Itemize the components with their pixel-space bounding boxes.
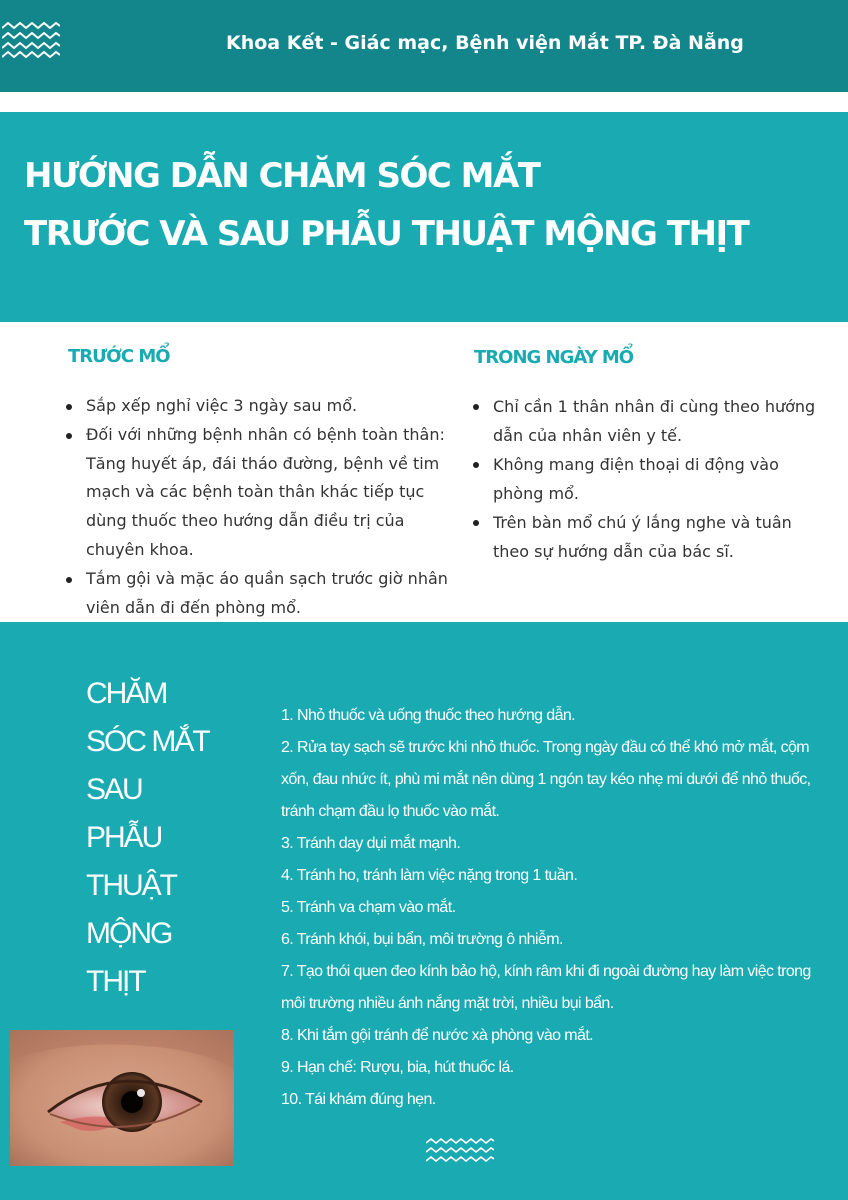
- list-item: 5. Tránh va chạm vào mắt.: [281, 899, 456, 916]
- list-item: Tắm gội và mặc áo quần sạch trước giờ nhân viên dẫn đi đến phòng mổ.: [62, 565, 448, 623]
- before-surgery-heading: TRƯỚC MỔ: [68, 346, 170, 367]
- page-title-line-2: TRƯỚC VÀ SAU PHẪU THUẬT MỘNG THỊT: [24, 214, 749, 254]
- list-item: 2. Rửa tay sạch sẽ trước khi nhỏ thuốc. Trong ngày đầu có thể khó mở mắt, cộm xốn, đau nhức ít, phù mi mắt nên dùng 1 ngón tay kéo nhẹ mi dưới để nhỏ thuốc, tránh chạm đầu lọ thuốc vào mắt.: [281, 739, 811, 820]
- list-item: Trên bàn mổ chú ý lắng nghe và tuân theo sự hướng dẫn của bác sĩ.: [469, 508, 829, 566]
- eye-photo: [10, 1030, 234, 1166]
- header-bar: [0, 0, 848, 92]
- surgery-day-heading: TRONG NGÀY MỔ: [474, 347, 634, 368]
- list-item: Sắp xếp nghỉ việc 3 ngày sau mổ.: [62, 392, 448, 421]
- wave-lines-icon: [426, 1138, 494, 1164]
- list-item: 7. Tạo thói quen đeo kính bảo hộ, kính râm khi đi ngoài đường hay làm việc trong môi trường nhiều ánh nắng mặt trời, nhiều bụi bẩn.: [281, 963, 811, 1012]
- after-surgery-steps: [281, 700, 811, 1116]
- list-item: Chỉ cần 1 thân nhân đi cùng theo hướng dẫn của nhân viên y tế.: [469, 392, 829, 450]
- list-item: 3. Tránh day dụi mắt mạnh.: [281, 835, 461, 852]
- after-surgery-title: CHĂM SÓC MẮT SAU PHẪU THUẬT MỘNG THỊT: [86, 677, 209, 998]
- list-item: 1. Nhỏ thuốc và uống thuốc theo hướng dẫn.: [281, 707, 576, 724]
- list-item: 9. Hạn chế: Rượu, bia, hút thuốc lá.: [281, 1059, 514, 1076]
- list-item: 8. Khi tắm gội tránh để nước xà phòng vào mắt.: [281, 1027, 594, 1044]
- list-item: 10. Tái khám đúng hẹn.: [281, 1091, 436, 1108]
- list-item: 4. Tránh ho, tránh làm việc nặng trong 1 tuần.: [281, 867, 578, 884]
- wave-lines-icon: [2, 22, 60, 58]
- surgery-day-list: [469, 392, 829, 566]
- page-title-line-1: HƯỚNG DẪN CHĂM SÓC MẮT: [24, 156, 540, 196]
- hospital-name: Khoa Kết - Giác mạc, Bệnh viện Mắt TP. Đà Nẵng: [226, 32, 744, 54]
- list-item: Đối với những bệnh nhân có bệnh toàn thân: Tăng huyết áp, đái tháo đường, bệnh về tim mạch và các bệnh toàn thân khác tiếp tục dùng thuốc theo hướng dẫn điều trị của chuyên khoa.: [62, 421, 448, 565]
- list-item: Không mang điện thoại di động vào phòng mổ.: [469, 450, 829, 508]
- list-item: 6. Tránh khói, bụi bẩn, môi trường ô nhiễm.: [281, 931, 563, 948]
- before-surgery-list: [62, 392, 448, 622]
